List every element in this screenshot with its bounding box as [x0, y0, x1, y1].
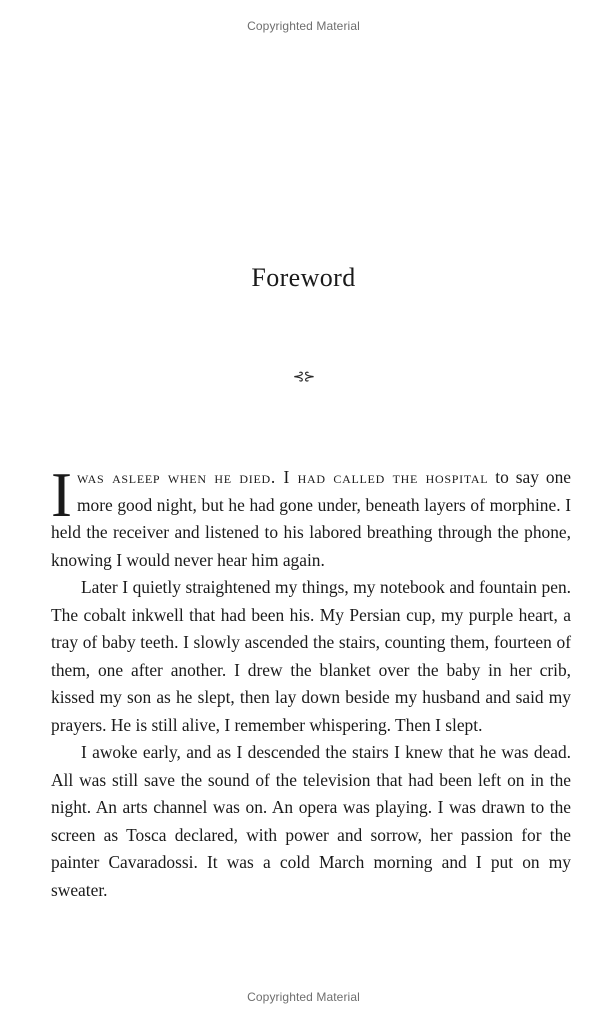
- paragraph-3: I awoke early, and as I descended the stairs I knew that he was dead. All was still save the sound of the television that had been left on in the night. An arts channel was on. An opera was playing. I was drawn to the screen as Tosca declared, with power and sorrow, her passion for the painter Cavaradossi. It was a cold March morning and I put on my sweater.: [51, 742, 571, 900]
- opening-small-caps: was asleep when he died. I had called the hospital: [76, 467, 489, 487]
- drop-cap: I: [51, 460, 72, 530]
- paragraph-1: [51, 460, 571, 574]
- copyright-watermark-bottom: Copyrighted Material: [247, 990, 360, 1004]
- ornament-glyph: ⊰⊱: [292, 370, 315, 385]
- body-text: [51, 460, 571, 904]
- chapter-title: Foreword: [251, 263, 356, 292]
- ornament-divider: [0, 369, 607, 386]
- copyright-watermark-top: Copyrighted Material: [247, 19, 360, 33]
- paragraph-2: Later I quietly straightened my things, my notebook and fountain pen. The cobalt inkwell that had been his. My Persian cup, my purple heart, a tray of baby teeth. I slowly ascended the stairs, counting them, fourteen of them, one after another. I drew the blanket over the baby in her crib, kissed my son as he slept, then lay down beside my husband and said my prayers. He is still alive, I remember whispering. Then I slept.: [51, 577, 571, 735]
- paragraph-1-text: to say one more good night, but he had gone under, beneath layers of morphine. I held the receiver and listened to his labored breathing through the phone, knowing I would never hear him again.: [51, 467, 571, 570]
